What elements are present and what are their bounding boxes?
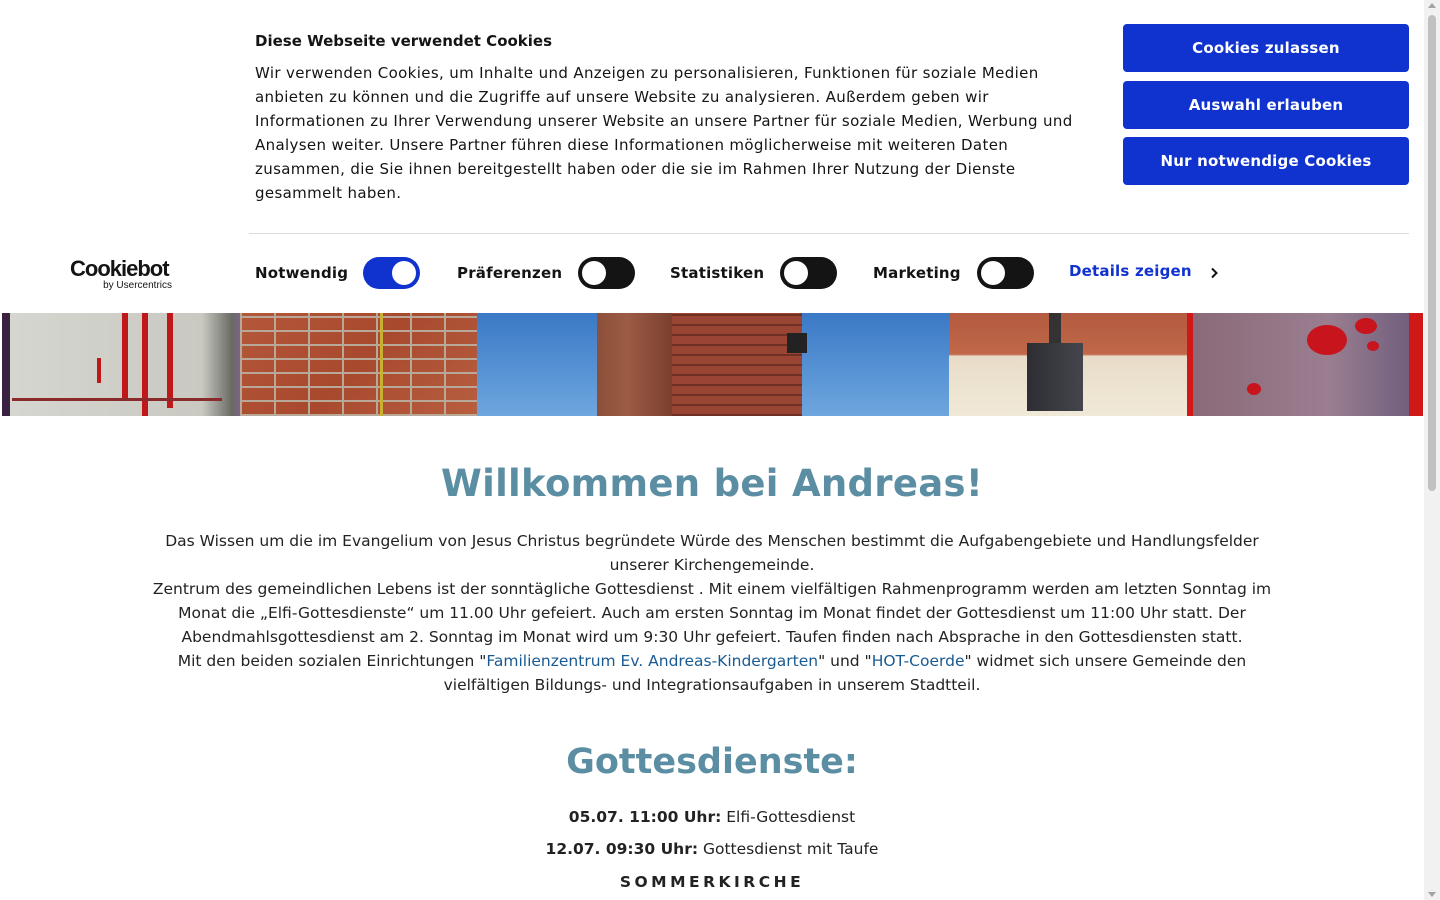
header-image-bloody-canvas	[2, 313, 240, 416]
toggle-knob	[582, 261, 606, 285]
consent-label-statistics: Statistiken	[670, 264, 765, 282]
header-image-red-splatter	[1187, 313, 1423, 416]
cookie-consent-banner	[0, 0, 1424, 313]
toggle-knob	[392, 261, 416, 285]
header-image-church-tower	[477, 313, 949, 416]
toggle-marketing[interactable]	[977, 257, 1034, 289]
consent-category-preferences	[457, 257, 635, 289]
intro-text-segment: Mit den beiden sozialen Einrichtungen "	[177, 652, 487, 670]
consent-label-preferences: Präferenzen	[457, 264, 563, 282]
allow-selection-button[interactable]: Auswahl erlauben	[1123, 81, 1409, 129]
consent-category-marketing	[873, 257, 1034, 289]
cookie-banner-divider	[249, 233, 1409, 234]
cookie-banner-title: Diese Webseite verwendet Cookies	[255, 32, 553, 50]
intro-paragraph-2: Zentrum des gemeindlichen Lebens ist der sonntägliche Gottesdienst . Mit einem vielfältigen Rahmenprogramm werden am letzten Sonntag im Monat die „Elfi-Gottesdienste“ um 11.00 Uhr gefeiert. Auch am ersten Sonntag im Monat findet der Gottesdienst um 11:00 Uhr statt. Der Abendmahlsgottesdienst am 2. Sonntag im Monat wird um 9:30 Uhr gefeiert. Taufen finden nach Absprache in den Gottesdiensten statt.	[152, 580, 1272, 646]
chevron-right-icon	[1208, 265, 1220, 277]
services-title: Gottesdienste:	[566, 742, 858, 782]
allow-all-cookies-button[interactable]: Cookies zulassen	[1123, 24, 1409, 72]
consent-label-marketing: Marketing	[873, 264, 961, 282]
header-image-strip	[2, 313, 1423, 416]
scroll-down-arrow-icon[interactable]	[1428, 892, 1436, 897]
toggle-statistics[interactable]	[780, 257, 837, 289]
page-scrollbar[interactable]	[1424, 0, 1440, 900]
intro-paragraph-1: Das Wissen um die im Evangelium von Jesus Christus begründete Würde des Menschen bestimmt die Aufgabengebiete und Handlungsfelder unserer Kirchengemeinde.	[165, 532, 1259, 574]
toggle-knob	[981, 261, 1005, 285]
cookiebot-logo	[70, 258, 174, 290]
cookiebot-logo-wordmark: Cookiebot	[70, 256, 169, 281]
summer-church-heading: SOMMERKIRCHE	[619, 873, 805, 891]
header-image-brick-wall	[240, 313, 477, 416]
toggle-necessary[interactable]	[363, 257, 420, 289]
header-image-black-cube	[949, 313, 1187, 416]
service-item	[0, 808, 1424, 826]
hot-coerde-link[interactable]: HOT-Coerde	[871, 652, 965, 670]
necessary-cookies-only-button[interactable]: Nur notwendige Cookies	[1123, 137, 1409, 185]
show-details-link[interactable]	[1069, 262, 1220, 280]
intro-text-segment: " widmet sich unsere Gemeinde den vielfältigen Bildungs- und Integrationsaufgaben in unserem Stadtteil.	[443, 652, 1247, 694]
cookiebot-logo-subtitle: by Usercentrics	[103, 280, 172, 291]
welcome-title: Willkommen bei Andreas!	[440, 462, 984, 505]
intro-text	[150, 529, 1274, 697]
service-date: 12.07. 09:30 Uhr:	[545, 840, 699, 858]
service-name: Gottesdienst mit Taufe	[702, 840, 879, 858]
consent-category-necessary	[255, 257, 420, 289]
cookie-banner-text: Wir verwenden Cookies, um Inhalte und Anzeigen zu personalisieren, Funktionen für soziale Medien anbieten zu können und die Zugriffe auf unsere Website zu analysieren. Außerdem geben wir Informationen zu Ihrer Verwendung unserer Website an unsere Partner für soziale Medien, Werbung und Analysen weiter. Unsere Partner führen diese Informationen möglicherweise mit weiteren Daten zusammen, die Sie ihnen bereitgestellt haben oder die sie im Rahmen Ihrer Nutzung der Dienste gesammelt haben.	[255, 64, 1073, 202]
familienzentrum-link[interactable]: Familienzentrum Ev. Andreas-Kindergarten	[486, 652, 819, 670]
consent-category-statistics	[670, 257, 837, 289]
scrollbar-thumb[interactable]	[1428, 15, 1436, 491]
service-name: Elfi-Gottesdienst	[726, 808, 856, 826]
consent-label-necessary: Notwendig	[255, 264, 349, 282]
service-date: 05.07. 11:00 Uhr:	[568, 808, 722, 826]
show-details-label: Details zeigen	[1069, 262, 1192, 280]
intro-text-segment: " und "	[818, 652, 872, 670]
toggle-knob	[784, 261, 808, 285]
scroll-up-arrow-icon[interactable]	[1428, 3, 1436, 8]
service-item	[0, 840, 1424, 858]
toggle-preferences[interactable]	[578, 257, 635, 289]
intro-paragraph-3	[150, 649, 1274, 697]
